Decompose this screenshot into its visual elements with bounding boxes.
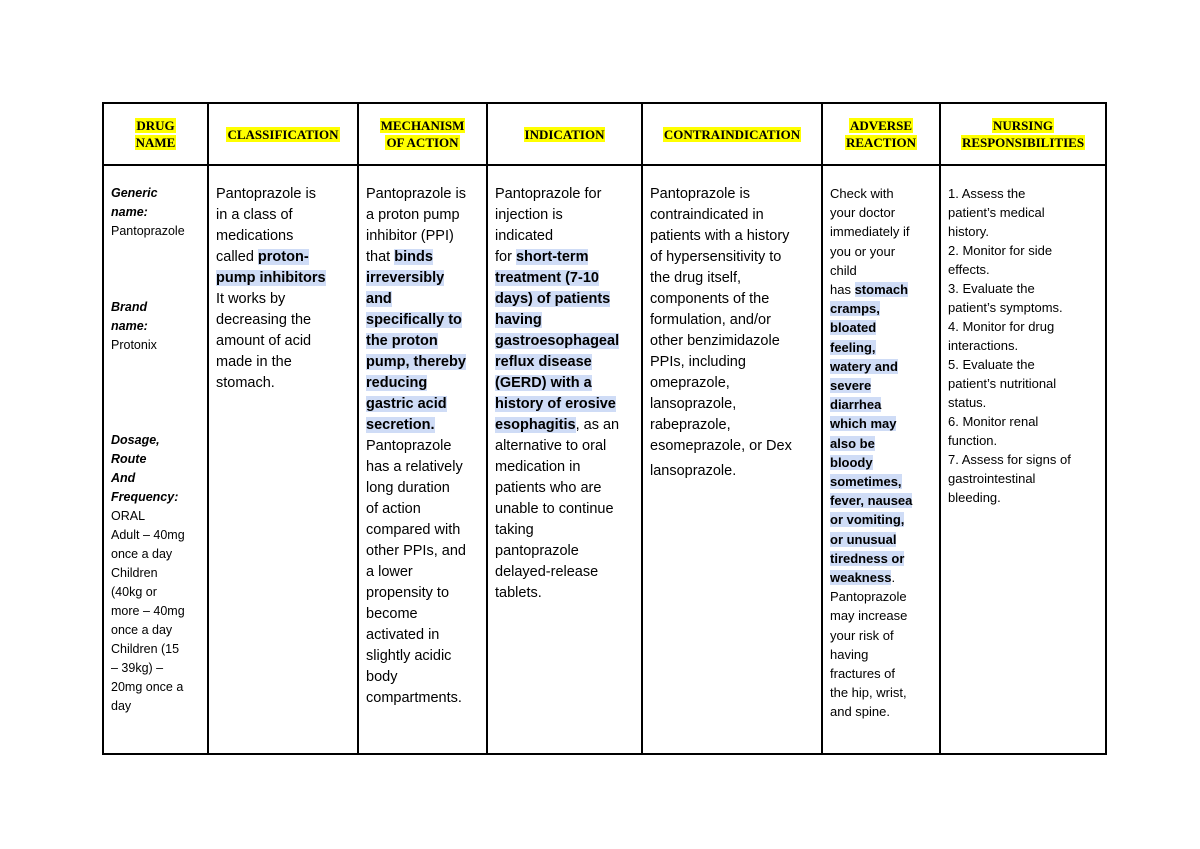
text-line: It works by [216,291,286,307]
text-line: Pantoprazole for [495,186,602,202]
text-line: your risk of [830,627,894,643]
text-line [830,453,935,472]
text-line: other PPIs, and [366,543,466,559]
text-line [830,549,935,568]
text-line: unable to continue [495,501,614,517]
text-line: may increase [830,608,908,624]
text-line: other benzimidazole [650,333,780,349]
text-line: having [830,646,869,662]
dosage-line: (40kg or [111,585,157,599]
text-line [216,247,351,268]
text-line: inhibitor (PPI) [366,228,454,244]
header-label: NAME [135,135,176,150]
text-run: has [830,282,855,298]
highlighted-text: proton- [257,249,309,265]
text-line [366,415,480,436]
text-run: . [891,570,896,586]
highlighted-text: having [495,312,542,328]
highlighted-text: and [366,291,392,307]
header-label: ADVERSE [849,118,913,133]
text-line: compared with [366,522,461,538]
text-line: 1. Assess the [948,186,1026,201]
text-line: interactions. [948,338,1019,353]
text-line: lansoprazole, [650,396,737,412]
text-line: indicated [495,228,554,244]
text-line [830,318,935,337]
text-line [366,352,480,373]
highlighted-text: pump inhibitors [216,270,326,286]
text-line: effects. [948,262,990,277]
text-line: Check with [830,186,894,201]
highlighted-text: fever, nausea [830,493,913,509]
text-line: tablets. [495,585,542,601]
text-line: immediately if [830,224,910,240]
text-line: 4. Monitor for drug [948,319,1055,334]
text-line: bleeding. [948,490,1001,505]
text-line: patients with a history [650,228,790,244]
header-label: INDICATION [524,126,605,142]
text-line: slightly acidic [366,648,452,664]
text-line [830,472,935,491]
text-line: patients who are [495,480,602,496]
text-line [366,268,480,289]
header-label: DRUG [136,118,175,133]
text-line: Pantoprazole [366,438,452,454]
text-line: Pantoprazole is [650,186,750,202]
dosage-line: once a day [111,547,173,561]
text-line: of hypersensitivity to [650,249,782,265]
text-line: esomeprazole, or Dex [650,438,792,454]
text-line: propensity to [366,585,450,601]
highlighted-text: days) of patients [495,291,611,307]
text-line: injection is [495,207,563,223]
text-line [366,331,480,352]
dosage-line: Children (15 [111,642,180,656]
text-line [366,247,480,268]
text-line [366,289,480,310]
highlighted-text: gastric acid [366,396,447,412]
text-line [830,491,935,510]
header-nursing [940,103,1106,165]
text-line: activated in [366,627,440,643]
text-line: PPIs, including [650,354,746,370]
text-line: status. [948,395,987,410]
text-line: and spine. [830,704,890,720]
dosage-line: – 39kg) – [111,661,164,675]
text-line: delayed-release [495,564,599,580]
text-line [495,352,635,373]
text-line: long duration [366,480,450,496]
highlighted-text: reflux disease [495,354,592,370]
cell-mechanism [358,165,487,754]
text-line: taking [495,522,534,538]
highlighted-text: irreversibly [366,270,445,286]
text-line [495,289,635,310]
text-line: pantoprazole [495,543,579,559]
highlighted-text: sometimes, [830,474,902,490]
header-label: NURSING [993,118,1053,133]
highlighted-text: bloody [830,454,873,470]
text-line [495,415,635,436]
highlighted-text: binds [394,249,433,265]
text-line: made in the [216,354,292,370]
text-line: lansoprazole. [650,463,737,479]
text-run: that [366,249,395,265]
highlighted-text: tiredness or [830,550,905,566]
text-line [366,310,480,331]
highlighted-text: bloated [830,320,877,336]
text-line [830,414,935,433]
header-row [103,103,1106,165]
text-line: the hip, wrist, [830,685,907,701]
text-line: amount of acid [216,333,312,349]
dosage-label: Frequency: [111,490,179,504]
text-line: 6. Monitor renal [948,414,1039,429]
text-line: omeprazole, [650,375,730,391]
highlighted-text: weakness [830,570,892,586]
cell-classification [208,165,358,754]
header-indication [487,103,642,165]
highlighted-text: cramps, [830,301,880,317]
text-line: 5. Evaluate the [948,357,1035,372]
brand-label: Brand [111,300,148,314]
text-line: stomach. [216,375,275,391]
text-line: function. [948,433,998,448]
highlighted-text: pump, thereby [366,354,466,370]
header-drug-name [103,103,208,165]
text-line: fractures of [830,666,896,682]
text-line [830,510,935,529]
header-label: RESPONSIBILITIES [961,135,1085,150]
highlighted-text: or vomiting, [830,512,905,528]
header-adverse-reaction [822,103,940,165]
highlighted-text: treatment (7-10 [495,270,599,286]
text-line: has a relatively [366,459,463,475]
text-line [495,331,635,352]
text-line [830,338,935,357]
text-line: a proton pump [366,207,460,223]
text-line: decreasing the [216,312,312,328]
text-line: patient’s medical [948,205,1045,220]
dosage-line: 20mg once a [111,680,184,694]
header-contraindication [642,103,822,165]
dosage-line: once a day [111,623,173,637]
highlighted-text: feeling, [830,339,876,355]
text-line: you or your [830,243,896,259]
text-line [366,373,480,394]
highlighted-text: watery and [830,358,898,374]
cell-drug-name [103,165,208,754]
header-classification [208,103,358,165]
text-line: in a class of [216,207,293,223]
generic-label: name: [111,205,148,219]
highlighted-text: stomach [854,282,909,298]
text-line [830,395,935,414]
highlighted-text: (GERD) with a [495,375,592,391]
generic-label: Generic [111,186,158,200]
text-line: alternative to oral [495,438,607,454]
text-line: components of the [650,291,770,307]
highlighted-text: reducing [366,375,428,391]
header-mechanism [358,103,487,165]
generic-value: Pantoprazole [111,224,185,238]
text-run: for [495,249,516,265]
text-line: medication in [495,459,581,475]
cell-nursing [940,165,1106,754]
dosage-line: day [111,699,132,713]
text-line: child [830,262,857,278]
dosage-label: Route [111,452,147,466]
dosage-line: Children [111,566,158,580]
header-label: REACTION [845,135,917,150]
text-line [495,394,635,415]
text-line: Pantoprazole [830,589,907,605]
text-line [830,280,935,299]
highlighted-text: specifically to [366,312,462,328]
header-label: CONTRAINDICATION [663,126,801,142]
highlighted-text: gastroesophageal [495,333,620,349]
text-line: rabeprazole, [650,417,731,433]
text-run: called [216,249,258,265]
text-run: , as an [575,417,620,433]
text-line: of action [366,501,421,517]
brand-label: name: [111,319,148,333]
text-line [830,357,935,376]
drug-study-table [102,102,1107,755]
highlighted-text: or unusual [830,531,897,547]
cell-adverse-reaction [822,165,940,754]
text-line [830,299,935,318]
header-label: CLASSIFICATION [227,126,339,142]
dosage-line: Adult – 40mg [111,528,185,542]
text-line: patient’s symptoms. [948,300,1063,315]
text-line: a lower [366,564,413,580]
header-label: OF ACTION [386,135,459,150]
dosage-label: Dosage, [111,433,160,447]
text-line [830,530,935,549]
highlighted-text: which may [830,416,897,432]
content-row [103,165,1106,754]
text-line: gastrointestinal [948,471,1036,486]
text-line: the drug itself, [650,270,742,286]
text-line: 3. Evaluate the [948,281,1035,296]
text-line [495,373,635,394]
text-line: 7. Assess for signs of [948,452,1071,467]
text-line: compartments. [366,690,462,706]
text-line: Pantoprazole is [366,186,466,202]
text-line [495,268,635,289]
text-line [830,568,935,587]
brand-value: Protonix [111,338,157,352]
text-line [830,376,935,395]
highlighted-text: secretion. [366,417,435,433]
text-line [495,310,635,331]
header-label: MECHANISM [380,118,465,133]
text-line: contraindicated in [650,207,764,223]
text-line [495,247,635,268]
text-line [830,434,935,453]
highlighted-text: the proton [366,333,438,349]
text-line: formulation, and/or [650,312,771,328]
text-line [366,394,480,415]
text-line: body [366,669,398,685]
text-line: become [366,606,418,622]
dosage-label: And [111,471,136,485]
text-line: your doctor [830,205,896,221]
highlighted-text: history of erosive [495,396,616,412]
highlighted-text: severe [830,378,872,394]
dosage-line: ORAL [111,509,146,523]
cell-indication [487,165,642,754]
cell-contraindication [642,165,822,754]
text-line: medications [216,228,294,244]
text-line: Pantoprazole is [216,186,316,202]
highlighted-text: esophagitis [495,417,576,433]
text-line: patient’s nutritional [948,376,1057,391]
highlighted-text: short-term [515,249,589,265]
text-line: 2. Monitor for side [948,243,1053,258]
highlighted-text: also be [830,435,875,451]
text-line [216,268,351,289]
text-line: history. [948,224,989,239]
highlighted-text: diarrhea [830,397,882,413]
dosage-line: more – 40mg [111,604,185,618]
